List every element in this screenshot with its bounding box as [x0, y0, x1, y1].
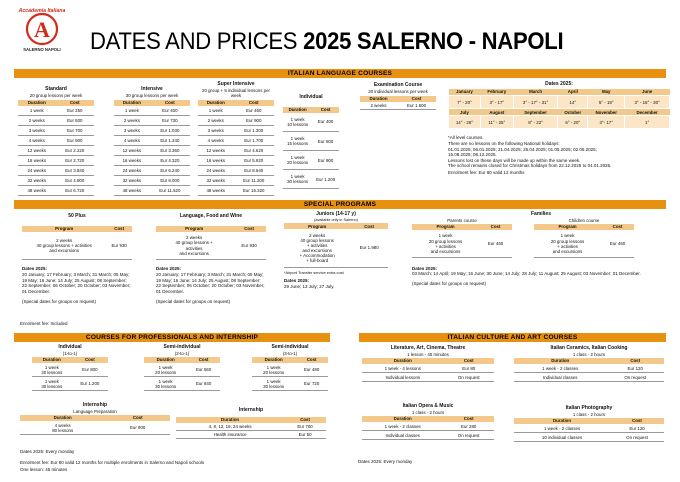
logo-text-top: Accademia Italiana — [18, 8, 66, 14]
date-cell: 1° — [625, 116, 670, 129]
language-food-wine-program: Language, Food and Wine Program Cost 2 weeks 40 group lessons + activities and excursions Eur 930 Dates 2025: 20 January; 17 February; 3 March; 31 March; 05 May; 19 May; 16 June; 14 July; 25 August; 08 September; 22 September; 06 October; 20 October; 03 November; 01 December. (Special dates for groups on request) — [156, 213, 265, 305]
table-row — [283, 132, 339, 151]
cost-cell: Eur 4.800 — [56, 176, 94, 186]
table-row — [176, 431, 326, 439]
month-cell: August — [480, 109, 513, 116]
cost-cell: Eur 6.240 — [150, 166, 190, 176]
exam-table: Duration Cost 2 weeks Eur 1.600 — [360, 96, 436, 111]
date-cell: 5° - 19° — [588, 96, 625, 109]
date-cell: 14° - 28° — [449, 116, 481, 129]
photography-course: Italian Photography 1 class - 2 hours Duration Cost 1 week - 2 classes Eur 120 10 individual classes On request — [514, 406, 664, 442]
table-row — [114, 106, 190, 116]
table-row — [283, 113, 339, 132]
course-dates: Dates 2025: January February March April May June 7° - 20° 3° - 17° 3° - 17° - 31° 14° 5° - 19° 3° - 16° - 30° July August September October November December 14° - 28° 11° - 25° 8° - 22° 6° - 20° 3°- 17° 1° *All level courses. There are no lessons on the following National holidays: 01.01.2025; 06.01.2025; 21.04.2025; 25.04.2025; 01.05.2025; 02.06.2025; 15.08.2025; 08.12.2025. Lessons lost on these days will be made up within the same week. The school remains closed for Christmas holidays from 22.12.2025 to 04.01.2026. Enrolment fee: Eur 80 valid 12 months — [448, 82, 670, 176]
table-row — [20, 421, 170, 435]
table-row — [283, 170, 339, 189]
duration-cell: 4 weeks — [198, 136, 233, 146]
duration-cell: 10 individual classes — [514, 433, 610, 442]
table-row — [198, 166, 274, 176]
juniors-program: Juniors (14-17 y) (available only in Salerno) Program Cost 2 weeks 40 group lessons + activities and excursions + Accommodation + full-board Eur 1.980 *Airport Transfer service extra cost Dates 2025: 29 June; 13 July; 27 July. — [284, 212, 388, 290]
duration-cell: Health insurance — [176, 431, 284, 439]
cost-cell: Eur 6.720 — [56, 186, 94, 196]
language-food-wine-table: Program Cost 2 weeks 40 group lessons + activities and excursions Eur 930 — [156, 226, 266, 261]
cost-cell: Eur 900 — [105, 421, 170, 435]
table-row — [18, 186, 94, 196]
cost-cell: Eur 560 — [187, 363, 220, 377]
opera-course: Italian Opera & Music 1 class - 2 hours Duration Cost 1 week - 2 classes Eur 280 Individual classes On request — [362, 404, 494, 440]
cost-cell: Eur 2.220 — [56, 146, 94, 156]
duration-cell: 4 weeks — [18, 136, 56, 146]
duration-cell: 2 weeks — [360, 102, 397, 110]
lesson-duration: One lesson: 45 minutes — [20, 467, 68, 472]
table-row — [514, 433, 664, 442]
duration-cell: 32 weeks — [18, 176, 56, 186]
duration-cell: 1 week 30 lessons — [144, 377, 187, 391]
cost-cell: Eur 900 — [233, 116, 274, 126]
cost-cell: Eur 4.320 — [150, 156, 190, 166]
duration-cell: 48 weeks — [18, 186, 56, 196]
holiday-notes — [448, 135, 670, 169]
table-row — [18, 116, 94, 126]
table-row — [114, 126, 190, 136]
cost-cell: Eur 400 — [312, 113, 339, 132]
pro-dates: Dates 2025: Every monday — [20, 449, 75, 454]
cost-cell: Eur 800 — [312, 151, 339, 170]
note-line: *All level courses. — [448, 135, 484, 141]
duration-cell: 12 weeks — [18, 146, 56, 156]
duration-cell: 12 weeks — [198, 146, 233, 156]
table-row — [114, 156, 190, 166]
cost-cell: Eur 1.300 — [233, 126, 274, 136]
table-row — [144, 377, 220, 391]
note-line: The school remains closed for Christmas holidays from 22.12.2025 to 04.01.2026. — [448, 163, 612, 169]
table-row — [362, 431, 494, 440]
table-row — [252, 363, 328, 377]
special-enrolment-fee: Enrolment fee: Included — [20, 321, 68, 326]
cost-cell: On request — [443, 431, 494, 440]
table-row — [198, 186, 274, 196]
cost-cell: Eur 8.000 — [150, 176, 190, 186]
date-cell: 3° - 17° - 31° — [513, 96, 558, 109]
cost-cell: Eur 700 — [56, 126, 94, 136]
internship-prep: Internship Language Preparation Duration Cost 4 weeks 80 lessons Eur 900 — [20, 403, 170, 435]
duration-cell: 1 week 20 lessons — [252, 363, 295, 377]
table-row — [114, 186, 190, 196]
date-cell: 7° - 20° — [449, 96, 481, 109]
month-cell: March — [513, 89, 558, 96]
italian-enrolment-fee: Enrolment fee: Eur 80 valid 12 months — [448, 170, 525, 175]
table-row — [176, 423, 326, 431]
month-cell: June — [625, 89, 670, 96]
table-row — [18, 106, 94, 116]
duration-cell: 1 week — [198, 106, 233, 116]
duration-cell: Individual classes — [362, 431, 443, 440]
duration-cell: Individual lessons — [362, 373, 444, 382]
cost-cell: Eur 460 — [233, 106, 274, 116]
cost-cell: Eur 2.720 — [56, 156, 94, 166]
duration-cell: 2 weeks — [114, 116, 150, 126]
duration-cell: 1 week 20 lessons — [144, 363, 187, 377]
duration-cell: 1 week 20 lessons — [32, 363, 72, 377]
table-row — [198, 116, 274, 126]
cost-cell: Eur 3.840 — [56, 166, 94, 176]
table-row — [198, 146, 274, 156]
note-line: There are no lessons on the following National holidays: — [448, 140, 560, 146]
cost-cell: Eur 16.320 — [233, 186, 274, 196]
table-row — [18, 156, 94, 166]
month-cell: May — [588, 89, 625, 96]
duration-cell: 1 week - 2 classes — [362, 422, 443, 431]
logo-letter: A — [34, 17, 50, 42]
table-row — [18, 126, 94, 136]
standard-table: Duration Cost 1 week Eur 250 2 weeks Eur 500 3 weeks Eur 700 4 weeks Eur 900 12 weeks Eur 2.220 16 weeks Eur 2.720 24 weeks Eur 3.840 32 weeks Eur 4.800 48 weeks Eur 6.720 — [18, 100, 94, 197]
month-cell: January — [449, 89, 481, 96]
table-row — [114, 166, 190, 176]
table-row — [32, 363, 108, 377]
month-cell: December — [625, 109, 670, 116]
duration-cell: 32 weeks — [198, 176, 233, 186]
duration-cell: 12 weeks — [114, 146, 150, 156]
table-row — [144, 363, 220, 377]
duration-cell: 1 week 20 lessons — [283, 151, 312, 170]
individual-table: Duration Cost 1 week 10 lessons Eur 400 1 week 15 lessons Eur 600 1 week 20 lessons Eur 800 1 week 30 lessons Eur 1.200 — [283, 107, 339, 190]
duration-cell: 1 week 30 lessons — [252, 377, 295, 391]
table-row — [198, 176, 274, 186]
month-cell: October — [558, 109, 588, 116]
table-row — [18, 146, 94, 156]
logo-text-bottom: SALERNO NAPOLI — [23, 47, 61, 52]
cost-cell: Eur 1.030 — [150, 126, 190, 136]
table-row — [18, 176, 94, 186]
duration-cell: 4, 8, 12, 16, 24 weeks — [176, 423, 284, 431]
cost-cell: Eur 250 — [56, 106, 94, 116]
cost-cell: Eur 8.640 — [233, 166, 274, 176]
table-row — [114, 176, 190, 186]
duration-cell: 3 weeks — [114, 126, 150, 136]
table-row — [514, 364, 664, 373]
cost-cell: Eur 1.340 — [150, 136, 190, 146]
exam-course: Examination Course 20 individual lessons per week Duration Cost 2 weeks Eur 1.600 — [360, 83, 436, 110]
table-row — [362, 373, 494, 382]
cost-cell: Eur 480 — [295, 363, 328, 377]
children-table: Program Cost 1 week 20 group lessons + activities and excursions Eur 460 — [534, 224, 634, 259]
families-program: Families Parents course Program Cost 1 week 20 group lessons + activities and excursions Eur 460 Children course Program Cost 1 week 20 group lessons + activities and excursions Eur 460 Dates 2025: 03 March; 14 April; 19 May; 16 June; 30 June; 14 July; 28 July; 11 August; 25 August; 03 November; 01 December. (Special dates for groups on request) — [412, 211, 641, 286]
duration-cell: 24 weeks — [18, 166, 56, 176]
cost-cell: Eur 11.200 — [233, 176, 274, 186]
cost-cell: Eur 1.200 — [312, 170, 339, 189]
duration-cell: 1 week 10 lessons — [283, 113, 312, 132]
cost-cell: Eur 120 — [606, 364, 664, 373]
duration-cell: 16 weeks — [198, 156, 233, 166]
date-cell: 3° - 16° - 30° — [625, 96, 670, 109]
duration-cell: 1 week 30 lessons — [32, 377, 72, 391]
professionals-bar: COURSES FOR PROFESSIONALS AND INTERNSHIP — [14, 333, 330, 342]
table-row — [362, 364, 494, 373]
page-title: DATES AND PRICES 2025 SALERNO - NAPOLI — [90, 28, 564, 55]
culture-bar: ITALIAN CULTURE AND ART COURSES — [359, 333, 666, 342]
special-programs-bar: SPECIAL PROGRAMS — [14, 200, 666, 209]
duration-cell: 48 weeks — [114, 186, 150, 196]
table-row — [198, 136, 274, 146]
literature-course: Literature, Art, Cinema, Theatre 1 lesson - 45 minutes Duration Cost 1 week - 4 lessons Eur 80 Individual lessons On request — [362, 346, 494, 382]
table-row — [360, 102, 436, 110]
cost-cell: Eur 120 — [610, 424, 664, 433]
school-logo — [16, 7, 68, 55]
duration-cell: 1 week - 2 classes — [514, 364, 606, 373]
ceramics-course: Italian Ceramics, Italian Cooking 1 class - 2 hours Duration Cost 1 week - 2 classes Eur 120 Individual classes On request — [514, 346, 664, 382]
fifty-plus-program: 50 Plus Program Cost 2 weeks 40 group lessons + activities and excursions Eur 930 Dates 2025: 20 January; 17 February; 3 March; 31 March; 05 May; 19 May; 16 June; 14 July; 25 August; 08 September; 22 September; 06 October; 20 October; 03 November; 01 December. (Special dates for groups on request) — [22, 213, 131, 305]
intensive-course: Intensive 30 group lessons per week Duration Cost 1 week Eur 400 2 weeks Eur 730 3 weeks Eur 1.030 4 weeks Eur 1.340 12 weeks Eur 3.360 16 weeks Eur 4.320 24 weeks Eur 6.240 32 weeks Eur 8.000 48 weeks Eur 11.520 — [114, 87, 190, 196]
cost-cell: Eur 400 — [150, 106, 190, 116]
pro-semi-3: Semi-individual (3-to-1) Duration Cost 1 week 20 lessons Eur 480 1 week 30 lessons Eur 720 — [252, 345, 328, 391]
table-row — [114, 136, 190, 146]
super-intensive-course: Super Intensive 20 group + 5 individual lessons per week Duration Cost 1 week Eur 460 2 weeks Eur 900 3 weeks Eur 1.300 4 weeks Eur 1.700 12 weeks Eur 4.620 16 weeks Eur 5.920 24 weeks Eur 8.640 32 weeks Eur 11.200 48 weeks Eur 16.320 — [198, 82, 274, 196]
table-row — [198, 106, 274, 116]
duration-cell: 4 weeks — [114, 136, 150, 146]
cost-cell: Eur 800 — [72, 363, 108, 377]
cost-cell: Eur 3.360 — [150, 146, 190, 156]
date-cell: 8° - 22° — [513, 116, 558, 129]
date-cell: 14° — [558, 96, 588, 109]
table-row — [362, 422, 494, 431]
pro-individual: Individual (1-to-1) Duration Cost 1 week 20 lessons Eur 800 1 week 30 lessons Eur 1.200 — [32, 345, 108, 391]
individual-course: Individual Duration Cost 1 week 10 lessons Eur 400 1 week 15 lessons Eur 600 1 week 20 lessons Eur 800 1 week 30 lessons Eur 1.200 — [283, 95, 339, 189]
cost-cell: Eur 80 — [444, 364, 494, 373]
duration-cell: Individual classes — [514, 373, 606, 382]
duration-cell: 16 weeks — [114, 156, 150, 166]
duration-cell: 4 weeks 80 lessons — [20, 421, 105, 435]
table-row — [18, 166, 94, 176]
duration-cell: 1 week - 4 lessons — [362, 364, 444, 373]
cost-cell: Eur 840 — [187, 377, 220, 391]
note-line: 01.01.2025; 06.01.2025; 21.04.2025; 25.04.2025; 01.05.2025; 02.06.2025; — [448, 146, 597, 152]
month-cell: July — [449, 109, 481, 116]
date-cell: 6° - 20° — [558, 116, 588, 129]
dates-table — [448, 89, 670, 130]
duration-cell: 24 weeks — [114, 166, 150, 176]
cost-cell: Eur 730 — [150, 116, 190, 126]
fifty-plus-table: Program Cost 2 weeks 40 group lessons + activities and excursions Eur 930 — [22, 226, 132, 261]
duration-cell: 1 week — [18, 106, 56, 116]
pro-enrolment-fee: Enrolment fee: Eur 80 valid 12 months for multiple enrolments in Salerno and Napoli schools — [20, 460, 205, 465]
table-row — [32, 377, 108, 391]
italian-courses-bar: ITALIAN LANGUAGE COURSES — [14, 69, 666, 78]
cost-cell: Eur 1.200 — [72, 377, 108, 391]
duration-cell: 1 week — [114, 106, 150, 116]
cost-cell: Eur 11.520 — [150, 186, 190, 196]
duration-cell: 24 weeks — [198, 166, 233, 176]
cost-cell: On request — [606, 373, 664, 382]
note-line: 15.08.2025; 08.12.2025. — [448, 152, 497, 158]
table-row — [283, 151, 339, 170]
duration-cell: 2 weeks — [198, 116, 233, 126]
table-row — [252, 377, 328, 391]
super-intensive-table: Duration Cost 1 week Eur 460 2 weeks Eur 900 3 weeks Eur 1.300 4 weeks Eur 1.700 12 weeks Eur 4.620 16 weeks Eur 5.920 24 weeks Eur 8.640 32 weeks Eur 11.200 48 weeks Eur 16.320 — [198, 100, 274, 197]
culture-dates: Dates 2025: Every monday — [358, 459, 413, 464]
cost-cell: Eur 1.700 — [233, 136, 274, 146]
table-row — [18, 136, 94, 146]
note-line: Lessons lost on these days will be made up within the same week. — [448, 157, 581, 163]
cost-cell: Eur 5.920 — [233, 156, 274, 166]
duration-cell: 2 weeks — [18, 116, 56, 126]
standard-course: Standard 20 group lessons per week Duration Cost 1 week Eur 250 2 weeks Eur 500 3 weeks Eur 700 4 weeks Eur 900 12 weeks Eur 2.220 16 weeks Eur 2.720 24 weeks Eur 3.840 32 weeks Eur 4.800 48 weeks Eur 6.720 — [18, 87, 94, 196]
cost-cell: Eur 900 — [56, 136, 94, 146]
cost-cell: Eur 600 — [312, 132, 339, 151]
cost-cell: Eur 4.620 — [233, 146, 274, 156]
month-cell: September — [513, 109, 558, 116]
duration-cell: 48 weeks — [198, 186, 233, 196]
duration-cell: 1 week - 2 classes — [514, 424, 610, 433]
cost-cell: Eur 720 — [295, 377, 328, 391]
date-cell: 3°- 17° — [588, 116, 625, 129]
table-row — [114, 146, 190, 156]
internship: Internship Duration Cost 4, 8, 12, 16, 24 weeks Eur 700 Health insurance Eur 50 — [176, 408, 326, 439]
duration-cell: 16 weeks — [18, 156, 56, 166]
date-cell: 11° - 25° — [480, 116, 513, 129]
table-row — [198, 126, 274, 136]
duration-cell: 32 weeks — [114, 176, 150, 186]
cost-cell: Eur 500 — [56, 116, 94, 126]
duration-cell: 3 weeks — [198, 126, 233, 136]
intensive-table: Duration Cost 1 week Eur 400 2 weeks Eur 730 3 weeks Eur 1.030 4 weeks Eur 1.340 12 weeks Eur 3.360 16 weeks Eur 4.320 24 weeks Eur 6.240 32 weeks Eur 8.000 48 weeks Eur 11.520 — [114, 100, 190, 197]
table-row — [514, 373, 664, 382]
table-row — [114, 116, 190, 126]
duration-cell: 1 week 15 lessons — [283, 132, 312, 151]
cost-cell: Eur 1.600 — [397, 102, 436, 110]
month-cell: November — [588, 109, 625, 116]
duration-cell: 3 weeks — [18, 126, 56, 136]
cost-cell: On request — [444, 373, 494, 382]
duration-cell: 1 week 30 lessons — [283, 170, 312, 189]
cost-cell: Eur 50 — [284, 431, 326, 439]
cost-cell: Eur 700 — [284, 423, 326, 431]
cost-cell: Eur 280 — [443, 422, 494, 431]
month-cell: February — [480, 89, 513, 96]
month-cell: April — [558, 89, 588, 96]
parents-table: Program Cost 1 week 20 group lessons + activities and excursions Eur 460 — [412, 224, 512, 259]
date-cell: 3° - 17° — [480, 96, 513, 109]
table-row — [514, 424, 664, 433]
juniors-table: Program Cost 2 weeks 40 group lessons + activities and excursions + Accommodation + full-board Eur 1.980 — [284, 223, 388, 268]
table-row — [198, 156, 274, 166]
pro-semi-2: Semi-individual (2-to-1) Duration Cost 1 week 20 lessons Eur 560 1 week 30 lessons Eur 840 — [144, 345, 220, 391]
cost-cell: On request — [610, 433, 664, 442]
